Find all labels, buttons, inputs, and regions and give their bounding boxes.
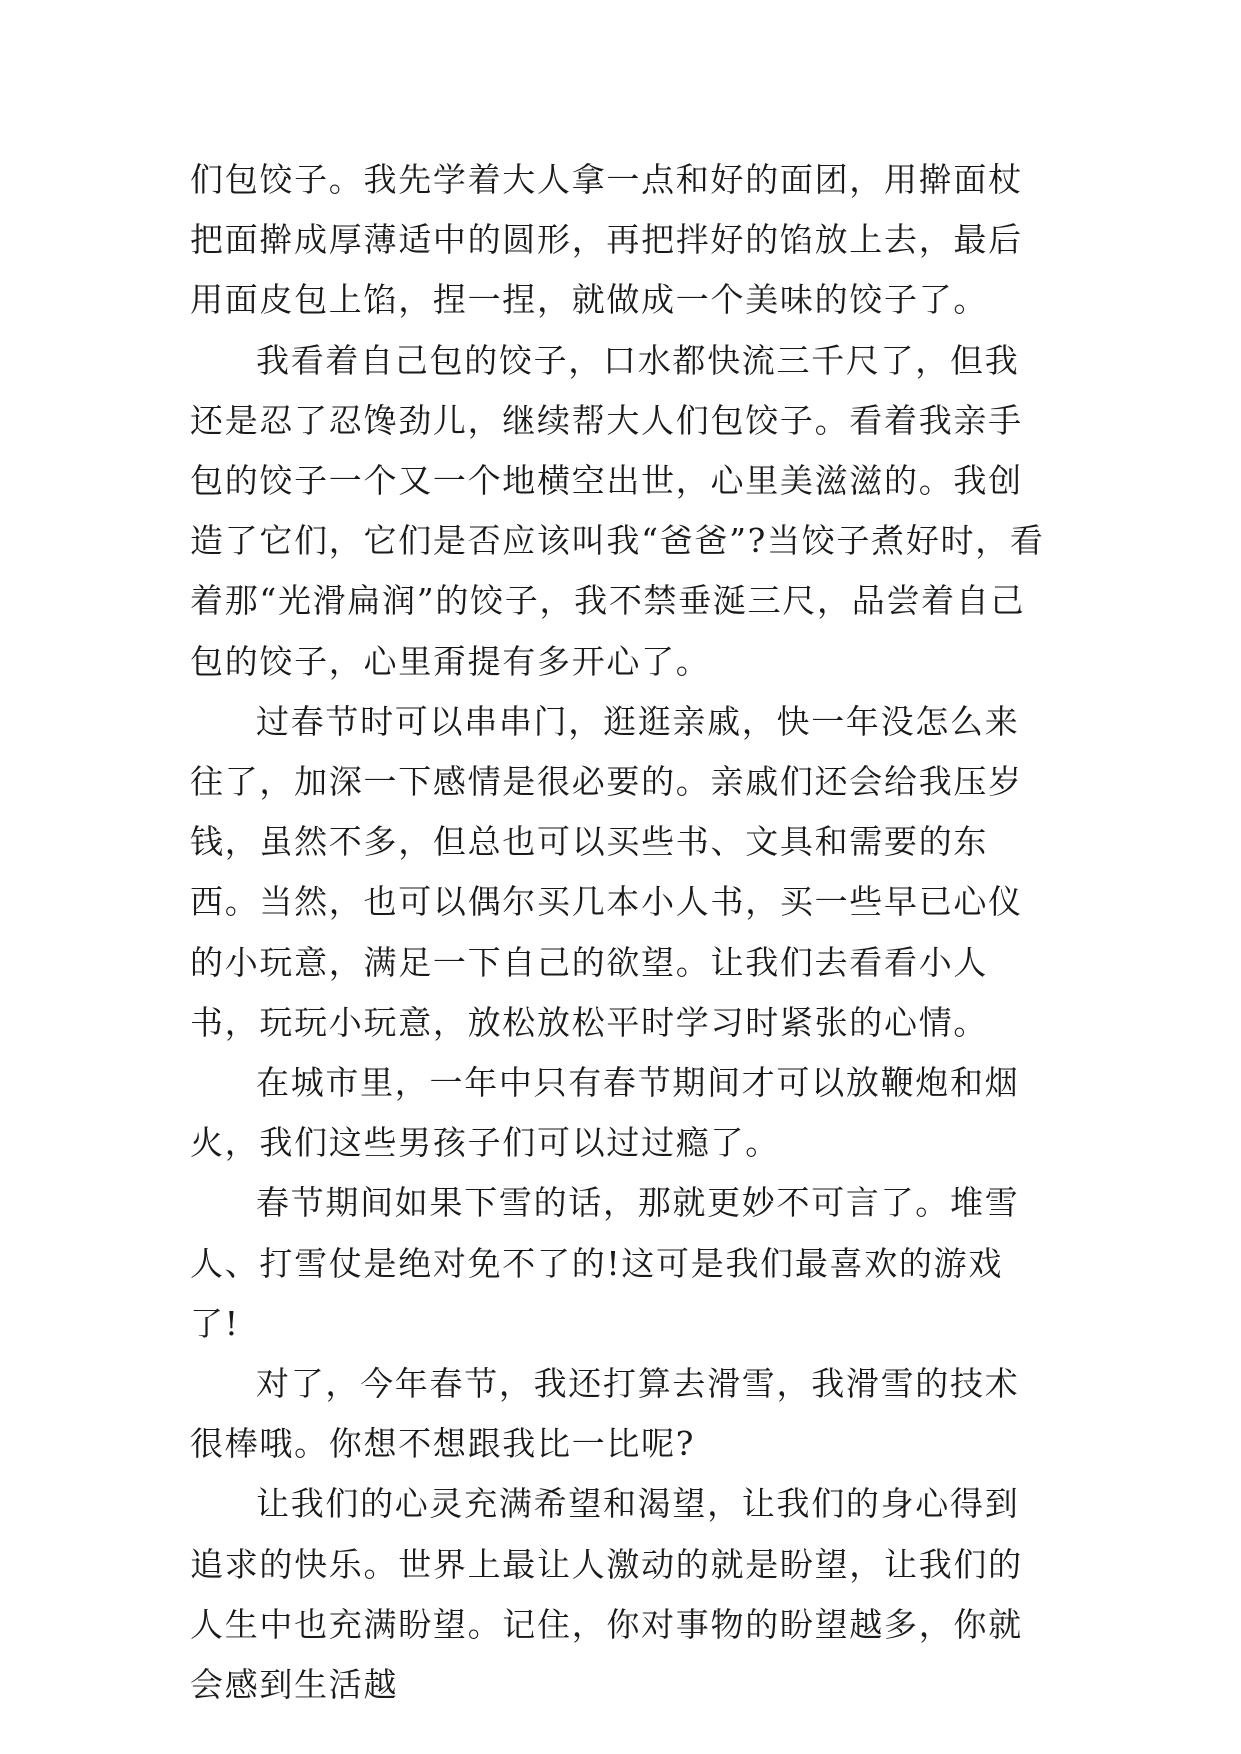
paragraph-6: 对了，今年春节，我还打算去滑雪，我滑雪的技术很棒哦。你想不想跟我比一比呢? <box>190 1364 1020 1464</box>
paragraph-1: 们包饺子。我先学着大人拿一点和好的面团，用擀面杖把面擀成厚薄适中的圆形，再把拌好的馅放上去，最后用面皮包上馅，捏一捏，就做成一个美味的饺子了。 <box>190 160 1023 320</box>
paragraph-2: 我看着自己包的饺子，口水都快流三千尺了，但我还是忍了忍馋劲儿，继续帮大人们包饺子。看着我亲手包的饺子一个又一个地横空出世，心里美滋滋的。我创造了它们，它们是否应该叫我“爸爸”?当饺子煮好时，看着那“光滑扁润”的饺子，我不禁垂涎三尺，品尝着自己包的饺子，心里甭提有多开心了。 <box>190 340 1045 681</box>
paragraph-7: 让我们的心灵充满希望和渴望，让我们的身心得到追求的快乐。世界上最让人激动的就是盼望，让我们的人生中也充满盼望。记住，你对事物的盼望越多，你就会感到生活越 <box>190 1484 1023 1705</box>
paragraph-4: 在城市里，一年中只有春节期间才可以放鞭炮和烟火，我们这些男孩子们可以过过瘾了。 <box>190 1063 1020 1163</box>
paragraph-5: 春节期间如果下雪的话，那就更妙不可言了。堆雪人、打雪仗是绝对免不了的!这可是我们最喜欢的游戏了! <box>190 1183 1020 1343</box>
paragraph-3: 过春节时可以串串门，逛逛亲戚，快一年没怎么来往了，加深一下感情是很必要的。亲戚们还会给我压岁钱，虽然不多，但总也可以买些书、文具和需要的东西。当然，也可以偶尔买几本小人书，买一些早已心仪的小玩意，满足一下自己的欲望。让我们去看看小人书，玩玩小玩意，放松放松平时学习时紧张的心情。 <box>190 701 1023 1042</box>
document-body <box>190 150 1050 1715</box>
